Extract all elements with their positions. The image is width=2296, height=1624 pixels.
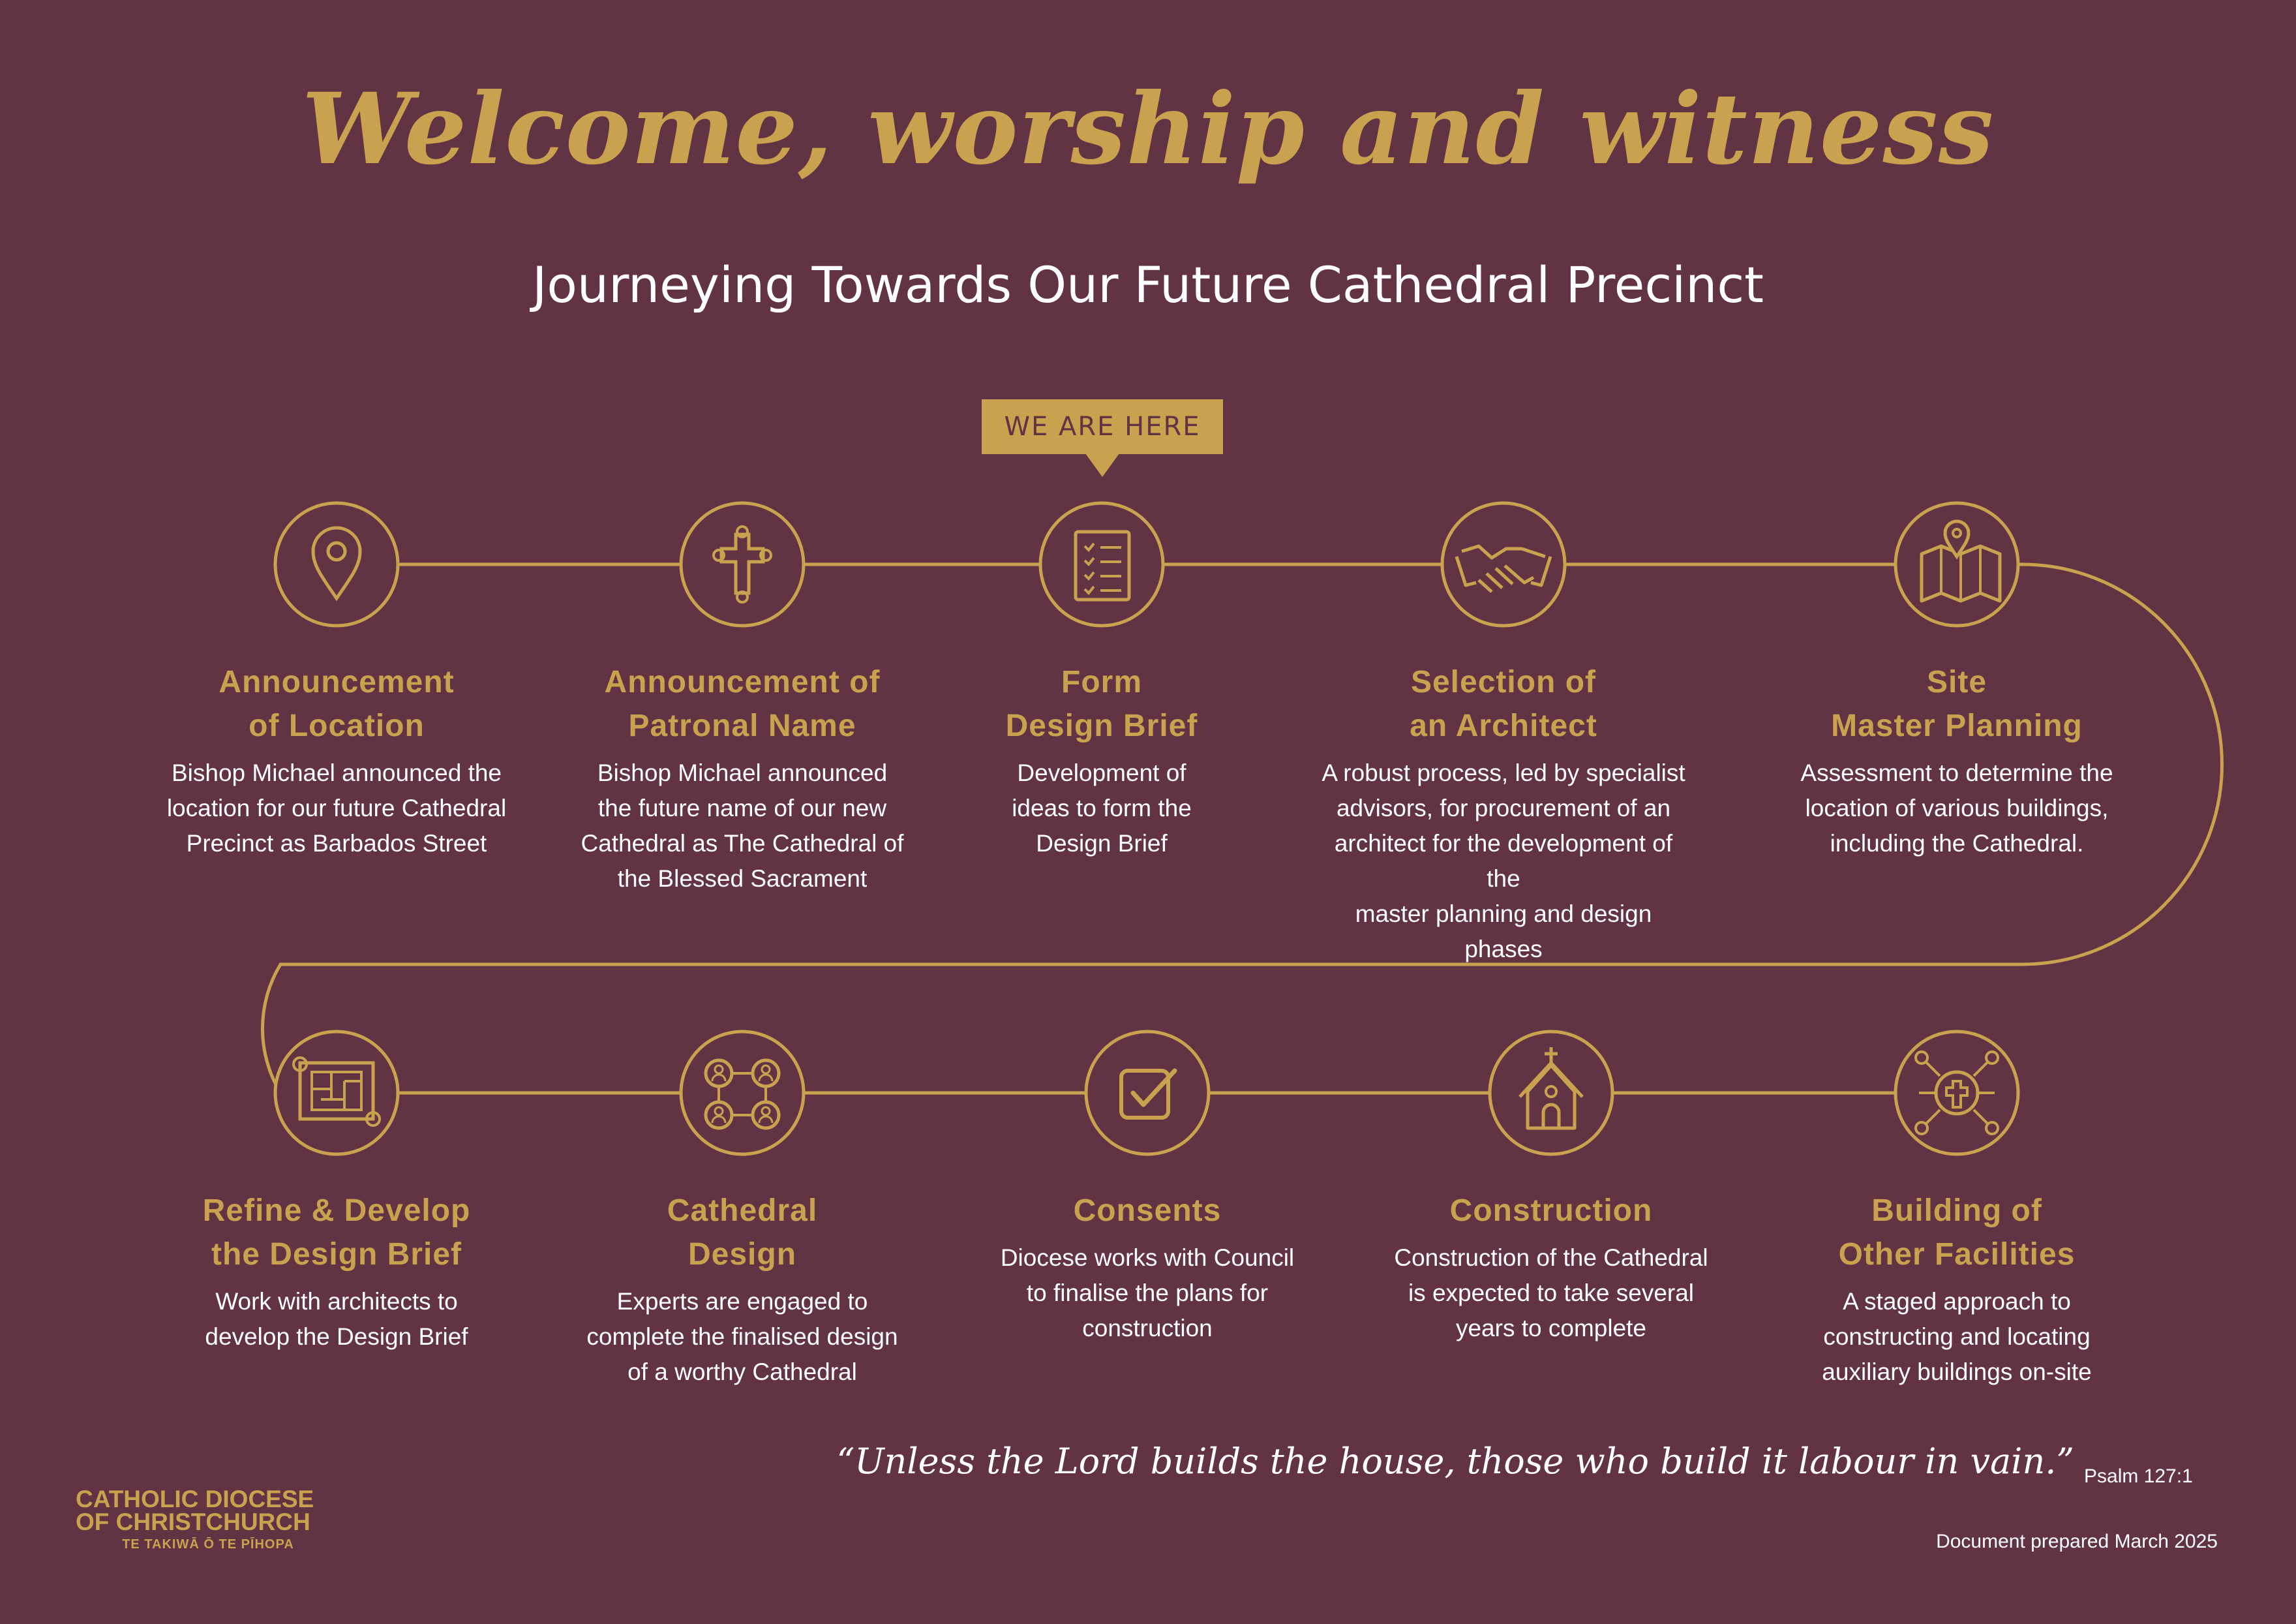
step-description (154, 1284, 519, 1355)
step-title-line: Announcement (219, 665, 455, 699)
step-description-line: Experts are engaged to (616, 1288, 868, 1315)
step-description (965, 1240, 1330, 1346)
handshake-icon (1440, 500, 1567, 628)
step-title (560, 1189, 925, 1276)
step-title-line: an Architect (1410, 709, 1597, 743)
step-description-line: of a worthy Cathedral (627, 1358, 857, 1385)
page-subtitle: Journeying Towards Our Future Cathedral Precinct (532, 256, 1764, 314)
step-description-line: to finalise the plans for (1026, 1279, 1269, 1306)
step-description-line: complete the finalised design (586, 1323, 898, 1350)
step-description (1774, 756, 2139, 861)
step-title-line: Form (1061, 665, 1142, 699)
we-are-here-badge: WE ARE HERE (982, 399, 1223, 454)
step-description-line: auxiliary buildings on-site (1822, 1358, 2092, 1385)
step-description-line: Precinct as Barbados Street (186, 830, 487, 857)
quote: “Unless the Lord builds the house, those who build it labour in vain.” (836, 1441, 2074, 1482)
step-description-line: years to complete (1455, 1315, 1647, 1341)
step-description (154, 756, 519, 861)
step-description-line: Development of (1017, 759, 1186, 786)
step-description (560, 756, 925, 896)
step-description-line: Design Brief (1036, 830, 1168, 857)
step-title-line: the Design Brief (211, 1237, 462, 1272)
step-description-line: advisors, for procurement of an (1336, 795, 1671, 821)
step-title-line: Cathedral (667, 1193, 818, 1228)
step-title-line: Construction (1449, 1193, 1653, 1228)
step-description-line: A staged approach to (1843, 1288, 2071, 1315)
step-description-line: architect for the development of the (1334, 830, 1673, 892)
quote-reference: Psalm 127:1 (2084, 1465, 2193, 1487)
step-title (560, 660, 925, 748)
step-description-line: Work with architects to (215, 1288, 458, 1315)
document-date: Document prepared March 2025 (1936, 1531, 2218, 1552)
step-title-line: Refine & Develop (202, 1193, 471, 1228)
step-title-line: Master Planning (1831, 709, 2083, 743)
step-title-line: Consents (1073, 1193, 1222, 1228)
step-description-line: including the Cathedral. (1830, 830, 2084, 857)
logo-line-2: OF CHRISTCHURCH (76, 1509, 310, 1535)
page-title: Welcome, worship and witness (301, 72, 1995, 187)
step-title-line: Design (687, 1237, 797, 1272)
location-pin-icon (273, 500, 400, 628)
network-cross-icon (1893, 1029, 2021, 1157)
step-title-line: of Location (249, 709, 425, 743)
step-description (919, 756, 1284, 861)
step-title-line: Selection of (1410, 665, 1597, 699)
step-description-line: Diocese works with Council (1000, 1244, 1295, 1271)
step-description-line: master planning and design phases (1355, 900, 1652, 962)
step-title (1774, 660, 2139, 748)
step-description (1774, 1284, 2139, 1390)
step-description-line: develop the Design Brief (205, 1323, 468, 1350)
step-title (965, 1189, 1330, 1233)
step-description-line: Bishop Michael announced the (171, 759, 502, 786)
step-description-line: Assessment to determine the (1800, 759, 2113, 786)
step-title (1368, 1189, 1734, 1233)
step-title-line: Announcement of (604, 665, 881, 699)
checkbox-icon (1083, 1029, 1211, 1157)
step-description-line: construction (1082, 1315, 1213, 1341)
we-are-here-pointer (1085, 453, 1119, 477)
step-title (154, 660, 519, 748)
step-title (1774, 1189, 2139, 1276)
team-icon (678, 1029, 806, 1157)
step-title-line: Design Brief (1005, 709, 1198, 743)
step-title-line: Patronal Name (628, 709, 856, 743)
church-icon (1487, 1029, 1615, 1157)
cross-icon (678, 500, 806, 628)
step-description (1368, 1240, 1734, 1346)
step-title-line: Building of (1871, 1193, 2042, 1228)
step-description-line: location of various buildings, (1805, 795, 2109, 821)
step-title (154, 1189, 519, 1276)
step-description-line: location for our future Cathedral (166, 795, 507, 821)
step-description-line: constructing and locating (1823, 1323, 2091, 1350)
step-description (560, 1284, 925, 1390)
step-title-line: Site (1926, 665, 1987, 699)
logo-line-3: TE TAKIWĀ Ō TE PĪHOPA (122, 1537, 294, 1552)
step-description-line: Bishop Michael announced (597, 759, 888, 786)
step-title-line: Other Facilities (1838, 1237, 2076, 1272)
step-description-line: Construction of the Cathedral (1394, 1244, 1708, 1271)
step-title (1321, 660, 1686, 748)
step-description (1321, 756, 1686, 967)
step-description-line: A robust process, led by specialist (1322, 759, 1685, 786)
step-description-line: the Blessed Sacrament (617, 865, 868, 892)
step-title (919, 660, 1284, 748)
step-description-line: is expected to take several (1408, 1279, 1695, 1306)
step-description-line: the future name of our new (597, 795, 887, 821)
blueprint-icon (273, 1029, 400, 1157)
step-description-line: ideas to form the (1012, 795, 1192, 821)
checklist-icon (1038, 500, 1166, 628)
logo-line-1: CATHOLIC DIOCESE (76, 1486, 314, 1512)
map-icon (1893, 500, 2021, 628)
step-description-line: Cathedral as The Cathedral of (581, 830, 904, 857)
